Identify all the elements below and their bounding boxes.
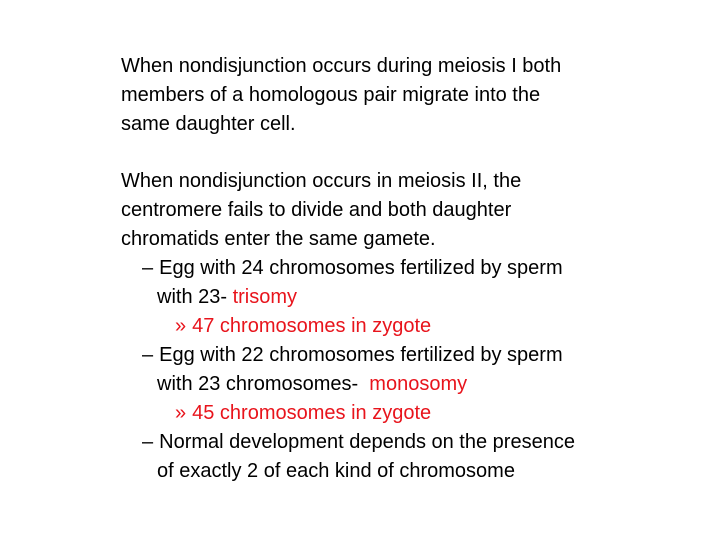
bullet-continuation: of exactly 2 of each kind of chromosome xyxy=(157,460,515,482)
text-line: When nondisjunction occurs during meiosis I both xyxy=(121,55,562,77)
chevron-bullet-icon: » xyxy=(175,402,187,424)
dash-bullet-icon: – xyxy=(142,257,154,279)
bullet-trisomy xyxy=(121,254,681,283)
dash-bullet-icon: – xyxy=(142,431,154,453)
bullet-continuation xyxy=(121,283,681,312)
dash-bullet-icon: – xyxy=(142,344,154,366)
bullet-continuation xyxy=(121,370,681,399)
bullet-monosomy xyxy=(121,341,681,370)
paragraph-meiosis-ii xyxy=(121,167,681,486)
chevron-bullet-icon: » xyxy=(175,315,187,337)
monosomy-term: monosomy xyxy=(369,373,468,395)
paragraph-meiosis-i xyxy=(121,52,681,139)
bullet-text: with 23 chromosomes- xyxy=(157,373,370,395)
text-line: members of a homologous pair migrate into the xyxy=(121,84,541,106)
bullet-text: Normal development depends on the presence xyxy=(159,431,575,453)
bullet-text: Egg with 22 chromosomes fertilized by sperm xyxy=(159,344,563,366)
bullet-normal-development xyxy=(121,428,681,457)
sub-bullet-47 xyxy=(121,312,681,341)
text-line: When nondisjunction occurs in meiosis II, the xyxy=(121,170,522,192)
trisomy-term: trisomy xyxy=(232,286,298,308)
sub-bullet-text: 47 chromosomes in zygote xyxy=(192,315,432,337)
sub-bullet-text: 45 chromosomes in zygote xyxy=(192,402,432,424)
bullet-text: with 23- xyxy=(157,286,233,308)
text-line: same daughter cell. xyxy=(121,113,296,135)
text-line: chromatids enter the same gamete. xyxy=(121,228,436,250)
sub-bullet-45 xyxy=(121,399,681,428)
text-line: centromere fails to divide and both daughter xyxy=(121,199,512,221)
bullet-text: Egg with 24 chromosomes fertilized by sperm xyxy=(159,257,563,279)
